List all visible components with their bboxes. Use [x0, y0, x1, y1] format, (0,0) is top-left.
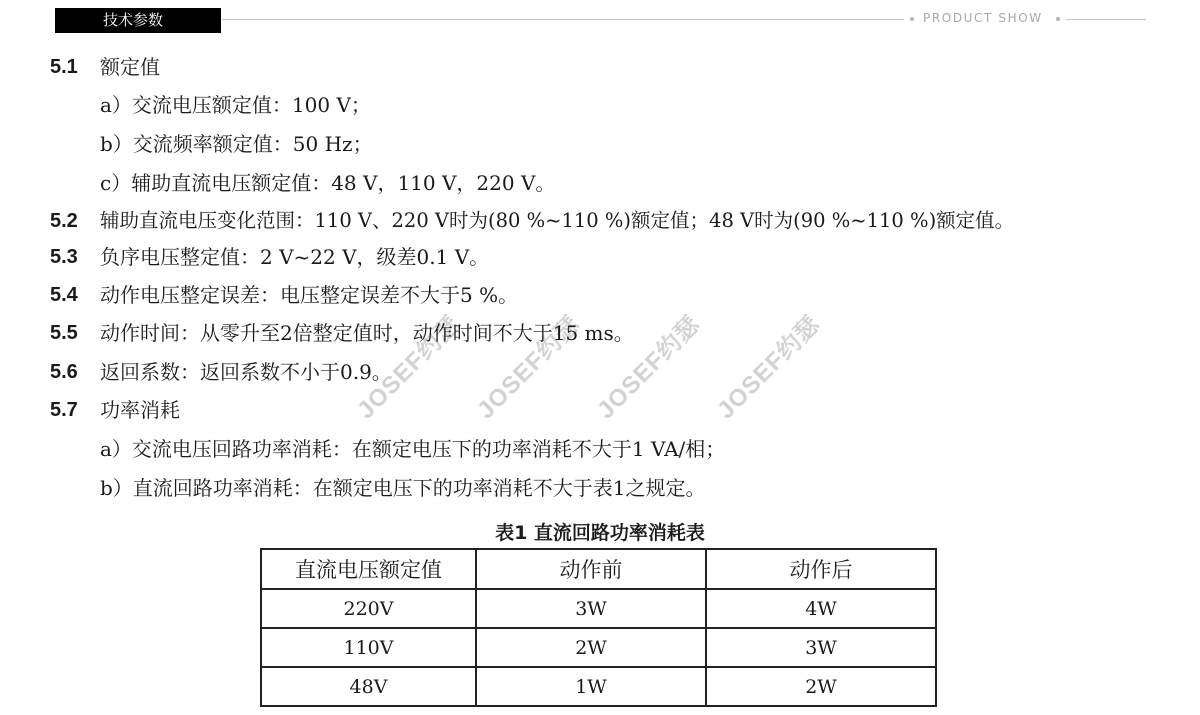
spec-item: a）交流电压回路功率消耗：在额定电压下的功率消耗不大于1 VA/相； [100, 437, 726, 461]
section-text: 动作时间：从零升至2倍整定值时，动作时间不大于15 ms。 [100, 321, 634, 345]
header-dot-right [1056, 17, 1060, 21]
spec-item: b）交流频率额定值：50 Hz； [100, 132, 373, 156]
table-title: 表1 直流回路功率消耗表 [495, 522, 705, 544]
section-text: 辅助直流电压变化范围：110 V、220 V时为(80 %~110 %)额定值；48 V时为(90 %~110 %)额定值。 [100, 209, 1015, 232]
table-cell: 2W [706, 667, 936, 706]
power-consumption-table [260, 548, 937, 707]
spec-item: c）辅助直流电压额定值：48 V，110 V，220 V。 [100, 171, 556, 195]
table-cell: 2W [476, 628, 706, 667]
header-subtitle: PRODUCT SHOW [923, 11, 1043, 25]
table-cell: 1W [476, 667, 706, 706]
section-text: 动作电压整定误差：电压整定误差不大于5 %。 [100, 283, 519, 307]
watermark: JOSEF约瑟 [592, 310, 706, 425]
table-row [261, 667, 936, 706]
table-cell: 110V [261, 628, 476, 667]
table-header-cell: 直流电压额定值 [261, 549, 476, 589]
section-number: 5.2 [50, 210, 78, 232]
section-number: 5.3 [50, 246, 78, 268]
table-cell: 3W [476, 589, 706, 628]
table-header-cell: 动作后 [706, 549, 936, 589]
section-header-title: 技术参数 [55, 8, 221, 33]
header-divider-left [222, 19, 904, 20]
spec-item: b）直流回路功率消耗：在额定电压下的功率消耗不大于表1之规定。 [100, 476, 706, 500]
table-header-row [261, 549, 936, 589]
table-cell: 220V [261, 589, 476, 628]
table-row [261, 589, 936, 628]
watermark: JOSEF约瑟 [712, 310, 826, 425]
watermark: JOSEF约瑟 [472, 310, 586, 425]
spec-item: a）交流电压额定值：100 V； [100, 93, 371, 117]
section-heading: 额定值 [100, 55, 160, 79]
table-cell: 48V [261, 667, 476, 706]
header-dot-left [910, 17, 914, 21]
section-number: 5.4 [50, 284, 78, 306]
table-row [261, 628, 936, 667]
section-number: 5.7 [50, 399, 78, 421]
table-cell: 4W [706, 589, 936, 628]
section-number: 5.6 [50, 361, 78, 383]
section-text: 负序电压整定值：2 V~22 V，级差0.1 V。 [100, 245, 490, 269]
section-number: 5.1 [50, 56, 78, 78]
watermark: JOSEF约瑟 [352, 310, 466, 425]
section-text: 返回系数：返回系数不小于0.9。 [100, 360, 392, 384]
table-cell: 3W [706, 628, 936, 667]
header-divider-right [1066, 19, 1146, 20]
section-number: 5.5 [50, 322, 78, 344]
table-header-cell: 动作前 [476, 549, 706, 589]
section-heading: 功率消耗 [100, 398, 180, 422]
